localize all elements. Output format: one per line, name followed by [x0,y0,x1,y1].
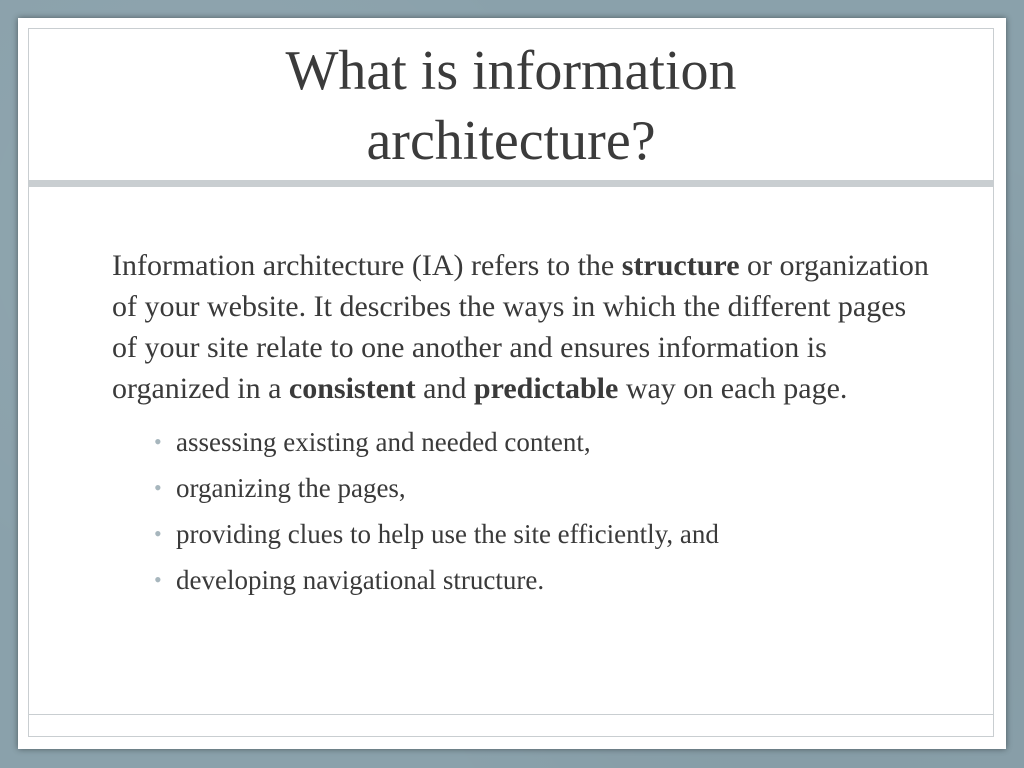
slide-title-line-2: architecture? [366,110,656,172]
bullet-item [154,419,932,465]
bullet-text: organizing the pages, [176,473,406,503]
bullet-icon: • [154,475,162,500]
bullet-text: assessing existing and needed content, [176,427,591,457]
slide [18,18,1006,749]
bullet-icon: • [154,567,162,592]
bullet-item [154,557,932,603]
footer-divider-line [28,714,994,715]
body-paragraph [112,245,932,409]
bullet-item [154,465,932,511]
bullet-text: developing navigational structure. [176,565,545,595]
paragraph-text-3: and [415,372,474,405]
slide-title-line-1: What is information [285,40,737,102]
paragraph-bold-predictable: predictable [473,372,619,405]
bullet-icon: • [154,429,162,454]
paragraph-text-2: or organization of your website. It describes the ways in which the different pages of your site relate to one another and ensures information is organized in a [112,249,929,405]
paragraph-bold-consistent: consistent [288,372,416,405]
paragraph-bold-structure: structure [621,249,740,282]
bullet-list [112,419,932,603]
bullet-icon: • [154,521,162,546]
paragraph-text-4: way on each page. [618,372,848,405]
paragraph-text-1: Information architecture (IA) refers to the [112,249,622,282]
title-divider-bar [28,180,994,187]
slide-title [28,36,994,176]
bullet-text: providing clues to help use the site efficiently, and [176,519,719,549]
slide-body [112,245,932,603]
bullet-item [154,511,932,557]
